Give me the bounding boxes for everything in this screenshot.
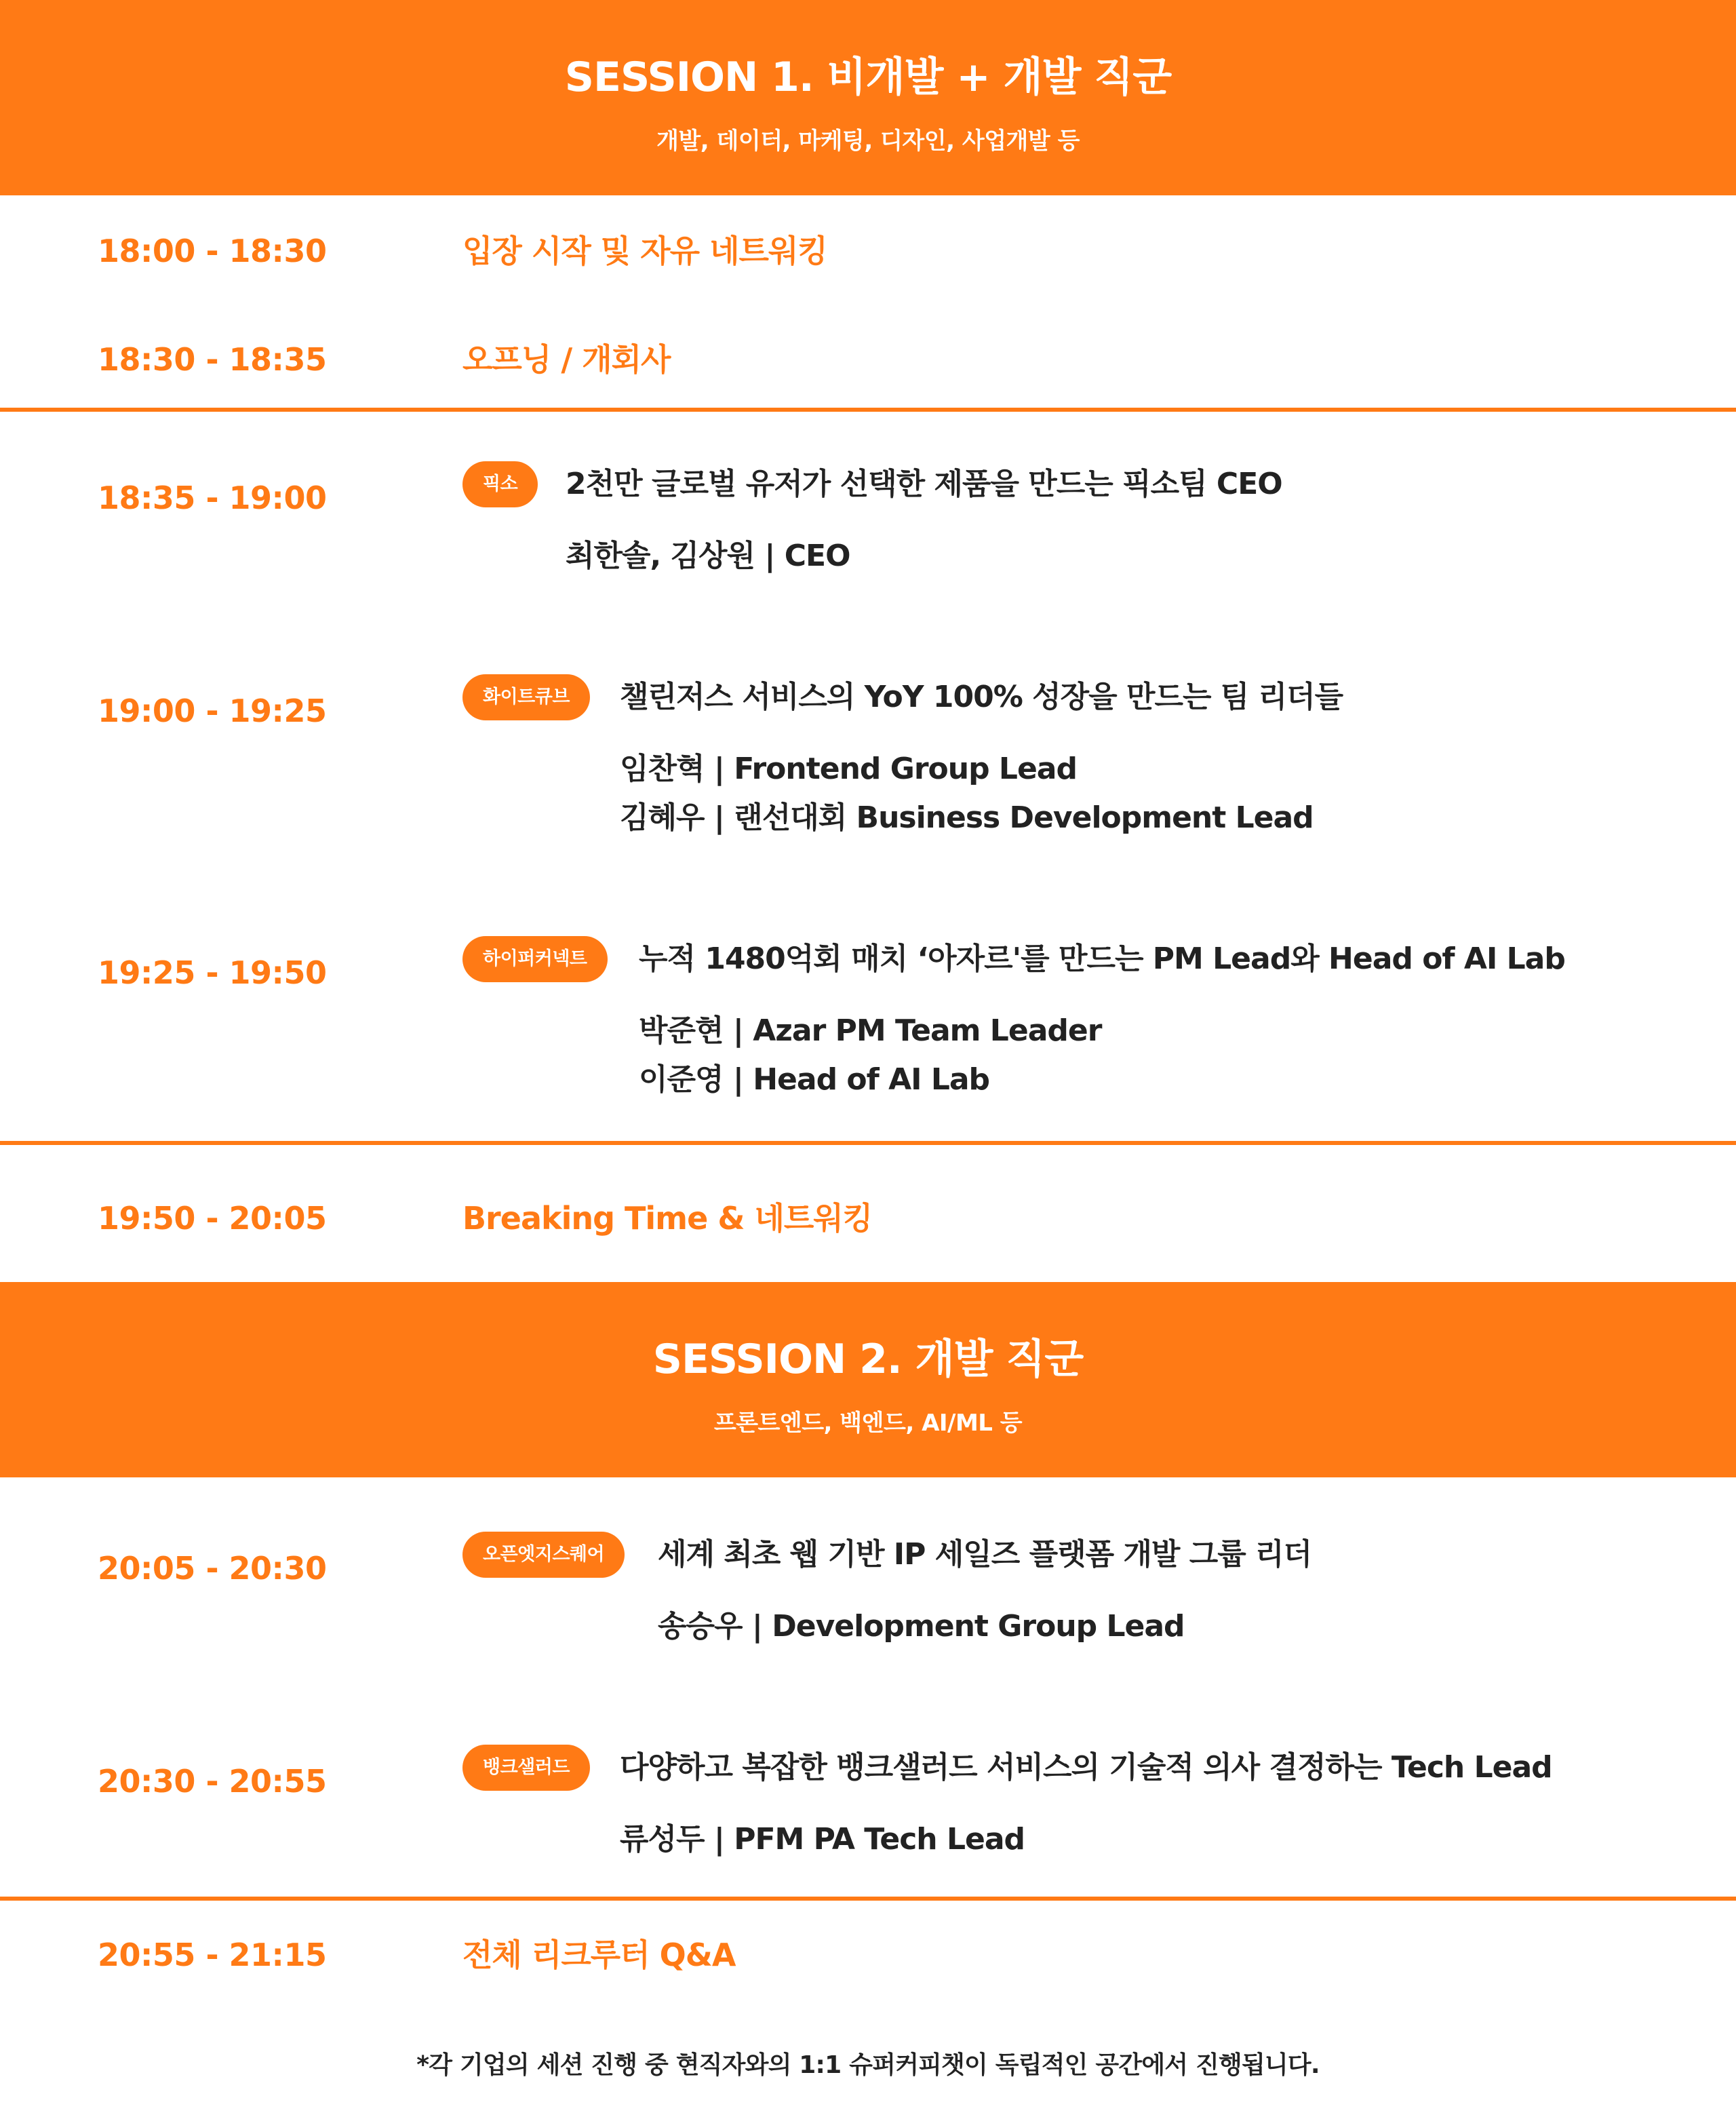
company-badge: 뱅크샐러드 xyxy=(462,1745,590,1791)
footnote: *각 기업의 세션 진행 중 현직자와의 1:1 슈퍼커피챗이 독립적인 공간에서 진행됩니다. xyxy=(416,2051,1320,2079)
session1-subtitle: 개발, 데이터, 마케팅, 디자인, 사업개발 등 xyxy=(656,128,1080,155)
talk-title: 누적 1480억회 매치 ‘아자르'를 만드는 PM Lead와 Head of AI Lab xyxy=(639,942,1565,976)
session2-subtitle: 프론트엔드, 백엔드, AI/ML 등 xyxy=(713,1410,1023,1437)
talk-time: 19:00 - 19:25 xyxy=(98,693,327,729)
speaker-line: 송승우 | Development Group Lead xyxy=(658,1609,1185,1644)
speaker-line: 김혜우 | 랜선대회 Business Development Lead xyxy=(620,800,1314,835)
qa-label: 전체 리크루터 Q&A xyxy=(462,1937,736,1973)
welcome-label: 오프닝 / 개회사 xyxy=(462,341,671,378)
company-badge: 픽소 xyxy=(462,461,538,507)
speaker-line: 최한솔, 김상원 | CEO xyxy=(566,539,850,573)
talk-time: 20:30 - 20:55 xyxy=(98,1763,327,1800)
talk-title: 2천만 글로벌 유저가 선택한 제품을 만드는 픽소팀 CEO xyxy=(566,467,1282,501)
session2-header xyxy=(0,1282,1736,1477)
company-badge: 화이트큐브 xyxy=(462,674,590,720)
speaker-line: 박준현 | Azar PM Team Leader xyxy=(639,1013,1102,1048)
divider xyxy=(0,1141,1736,1145)
talk-time: 20:05 - 20:30 xyxy=(98,1550,327,1587)
speaker-line: 임찬혁 | Frontend Group Lead xyxy=(620,752,1077,786)
welcome-time: 18:30 - 18:35 xyxy=(98,341,327,378)
opening-label: 입장 시작 및 자유 네트워킹 xyxy=(462,233,827,269)
divider xyxy=(0,1897,1736,1901)
session1-header xyxy=(0,0,1736,195)
opening-time: 18:00 - 18:30 xyxy=(98,233,327,269)
speaker-line: 류성두 | PFM PA Tech Lead xyxy=(620,1822,1025,1857)
session1-title: SESSION 1. 비개발 + 개발 직군 xyxy=(564,54,1172,101)
talk-title: 세계 최초 웹 기반 IP 세일즈 플랫폼 개발 그룹 리더 xyxy=(658,1537,1312,1572)
divider xyxy=(0,408,1736,412)
company-badge: 오픈엣지스퀘어 xyxy=(462,1532,625,1578)
talk-title: 다양하고 복잡한 뱅크샐러드 서비스의 기술적 의사 결정하는 Tech Lead xyxy=(620,1750,1552,1785)
session2-title: SESSION 2. 개발 직군 xyxy=(652,1336,1084,1383)
break-label: Breaking Time & 네트워킹 xyxy=(462,1200,873,1237)
speaker-line: 이준영 | Head of AI Lab xyxy=(639,1062,990,1097)
qa-time: 20:55 - 21:15 xyxy=(98,1937,327,1973)
talk-time: 19:25 - 19:50 xyxy=(98,954,327,991)
company-badge: 하이퍼커넥트 xyxy=(462,936,608,982)
talk-title: 챌린저스 서비스의 YoY 100% 성장을 만드는 팀 리더들 xyxy=(620,680,1343,714)
break-time: 19:50 - 20:05 xyxy=(98,1200,327,1237)
talk-time: 18:35 - 19:00 xyxy=(98,480,327,516)
